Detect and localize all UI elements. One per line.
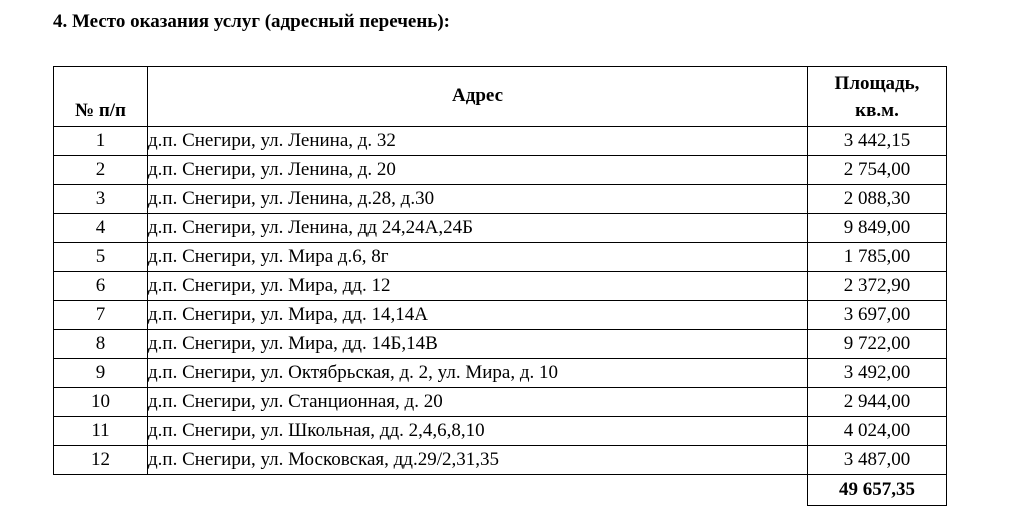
row-address: д.п. Снегири, ул. Станционная, д. 20 <box>148 388 808 417</box>
table-row <box>54 359 947 388</box>
row-number: 6 <box>54 272 148 301</box>
row-area: 3 487,00 <box>808 446 947 475</box>
total-area: 49 657,35 <box>808 475 947 506</box>
row-area: 4 024,00 <box>808 417 947 446</box>
row-address: д.п. Снегири, ул. Ленина, д.28, д.30 <box>148 185 808 214</box>
table-row <box>54 214 947 243</box>
row-number: 7 <box>54 301 148 330</box>
total-row <box>54 475 947 506</box>
address-table <box>53 66 947 506</box>
row-address: д.п. Снегири, ул. Московская, дд.29/2,31,35 <box>148 446 808 475</box>
table-row <box>54 388 947 417</box>
header-area <box>808 67 947 127</box>
table-row <box>54 243 947 272</box>
row-number: 9 <box>54 359 148 388</box>
table-row <box>54 185 947 214</box>
row-area: 2 754,00 <box>808 156 947 185</box>
row-address: д.п. Снегири, ул. Школьная, дд. 2,4,6,8,10 <box>148 417 808 446</box>
row-address: д.п. Снегири, ул. Ленина, д. 32 <box>148 127 808 156</box>
table-row <box>54 272 947 301</box>
table-row <box>54 127 947 156</box>
row-address: д.п. Снегири, ул. Ленина, д. 20 <box>148 156 808 185</box>
row-area: 3 697,00 <box>808 301 947 330</box>
table-row <box>54 446 947 475</box>
table-header-row <box>54 67 947 127</box>
row-area: 1 785,00 <box>808 243 947 272</box>
row-address: д.п. Снегири, ул. Мира, дд. 14Б,14В <box>148 330 808 359</box>
section-heading: 4. Место оказания услуг (адресный перечень): <box>53 11 451 32</box>
row-number: 2 <box>54 156 148 185</box>
row-number: 12 <box>54 446 148 475</box>
header-area-line2: кв.м. <box>855 99 899 121</box>
row-area: 2 944,00 <box>808 388 947 417</box>
row-area: 2 372,90 <box>808 272 947 301</box>
row-number: 3 <box>54 185 148 214</box>
header-area-line1: Площадь, <box>834 72 920 94</box>
row-number: 8 <box>54 330 148 359</box>
row-area: 2 088,30 <box>808 185 947 214</box>
row-address: д.п. Снегири, ул. Ленина, дд 24,24А,24Б <box>148 214 808 243</box>
table-row <box>54 156 947 185</box>
row-number: 11 <box>54 417 148 446</box>
row-number: 5 <box>54 243 148 272</box>
row-number: 10 <box>54 388 148 417</box>
header-address: Адрес <box>148 67 808 127</box>
row-area: 9 722,00 <box>808 330 947 359</box>
row-area: 3 442,15 <box>808 127 947 156</box>
table-row <box>54 330 947 359</box>
row-address: д.п. Снегири, ул. Мира д.6, 8г <box>148 243 808 272</box>
row-area: 9 849,00 <box>808 214 947 243</box>
header-number: № п/п <box>54 67 148 127</box>
row-area: 3 492,00 <box>808 359 947 388</box>
row-address: д.п. Снегири, ул. Мира, дд. 14,14А <box>148 301 808 330</box>
table-row <box>54 301 947 330</box>
row-address: д.п. Снегири, ул. Октябрьская, д. 2, ул. Мира, д. 10 <box>148 359 808 388</box>
row-address: д.п. Снегири, ул. Мира, дд. 12 <box>148 272 808 301</box>
total-blank-cell <box>54 475 148 506</box>
total-blank-cell <box>148 475 808 506</box>
table-row <box>54 417 947 446</box>
row-number: 4 <box>54 214 148 243</box>
row-number: 1 <box>54 127 148 156</box>
